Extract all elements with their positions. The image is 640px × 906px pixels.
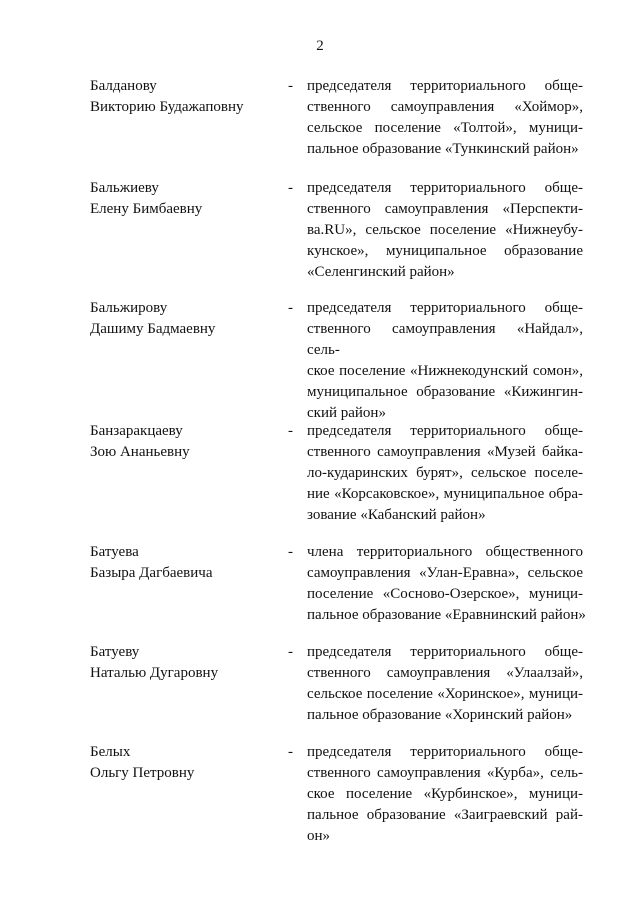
dash-separator: -	[288, 78, 293, 94]
dash-separator: -	[288, 180, 293, 196]
given-name: Наталью Дугаровну	[90, 665, 219, 681]
description-line: зование «Кабанский район»	[307, 507, 486, 523]
description-line: ственного самоуправления «Улаалзай»,	[307, 665, 583, 681]
surname: Батуеву	[90, 644, 140, 660]
person-name	[90, 421, 280, 463]
description-line: ское поселение «Нижнекодунский сомон»,	[307, 363, 583, 379]
description-line: «Селенгинский район»	[307, 264, 455, 280]
description-line: кунское», муниципальное образование	[307, 243, 583, 259]
person-name	[90, 298, 280, 340]
position-description	[307, 178, 583, 283]
page-number: 2	[316, 38, 324, 54]
description-line: председателя территориального обще-	[307, 300, 583, 316]
person-name	[90, 642, 280, 684]
given-name: Дашиму Бадмаевну	[90, 321, 216, 337]
description-line: председателя территориального обще-	[307, 180, 583, 196]
description-line: ское поселение «Курбинское», муници-	[307, 786, 583, 802]
description-line: ственного самоуправления «Музей байка-	[307, 444, 583, 460]
surname: Бальжирову	[90, 300, 168, 316]
description-line: ственного самоуправления «Курба», сель-	[307, 765, 583, 781]
description-line: ственного самоуправления «Хоймор»,	[307, 99, 583, 115]
dash-separator: -	[288, 423, 293, 439]
dash-separator: -	[288, 644, 293, 660]
person-name	[90, 76, 280, 118]
position-description	[307, 298, 583, 424]
given-name: Викторию Будажаповну	[90, 99, 244, 115]
given-name: Зою Ананьевну	[90, 444, 190, 460]
position-description	[307, 421, 583, 526]
description-line: сельское поселение «Толтой», муници-	[307, 120, 583, 136]
surname: Банзаракцаеву	[90, 423, 183, 439]
description-line: ло-кударинских бурят», сельское поселе-	[307, 465, 583, 481]
description-line: сельское поселение «Хоринское», муници-	[307, 686, 583, 702]
description-line: ва.RU», сельское поселение «Нижнеубу-	[307, 222, 583, 238]
surname: Батуева	[90, 544, 139, 560]
description-line: председателя территориального обще-	[307, 644, 583, 660]
description-line: пальное образование «Еравнинский район»	[307, 607, 586, 623]
surname: Белых	[90, 744, 131, 760]
surname: Бальжиеву	[90, 180, 159, 196]
description-line: ственного самоуправления «Найдал», сель-	[307, 321, 583, 358]
description-line: муниципальное образование «Кижингин-	[307, 384, 583, 400]
position-description	[307, 76, 583, 160]
description-line: ние «Корсаковское», муниципальное обра-	[307, 486, 583, 502]
description-line: он»	[307, 828, 331, 844]
description-line: председателя территориального обще-	[307, 423, 583, 439]
description-line: ский район»	[307, 405, 386, 421]
person-name	[90, 542, 280, 584]
position-description	[307, 642, 583, 726]
surname: Балданову	[90, 78, 157, 94]
description-line: поселение «Сосново-Озерское», муници-	[307, 586, 583, 602]
dash-separator: -	[288, 744, 293, 760]
dash-separator: -	[288, 544, 293, 560]
given-name: Базыра Дагбаевича	[90, 565, 213, 581]
person-name	[90, 742, 280, 784]
description-line: самоуправления «Улан-Еравна», сельское	[307, 565, 583, 581]
description-line: ственного самоуправления «Перспекти-	[307, 201, 583, 217]
description-line: пальное образование «Тункинский район»	[307, 141, 579, 157]
description-line: пальное образование «Заиграевский рай-	[307, 807, 583, 823]
person-name	[90, 178, 280, 220]
description-line: председателя территориального обще-	[307, 744, 583, 760]
dash-separator: -	[288, 300, 293, 316]
description-line: пальное образование «Хоринский район»	[307, 707, 573, 723]
position-description	[307, 542, 586, 626]
given-name: Елену Бимбаевну	[90, 201, 203, 217]
description-line: члена территориального общественного	[307, 544, 583, 560]
position-description	[307, 742, 583, 847]
given-name: Ольгу Петровну	[90, 765, 195, 781]
description-line: председателя территориального обще-	[307, 78, 583, 94]
